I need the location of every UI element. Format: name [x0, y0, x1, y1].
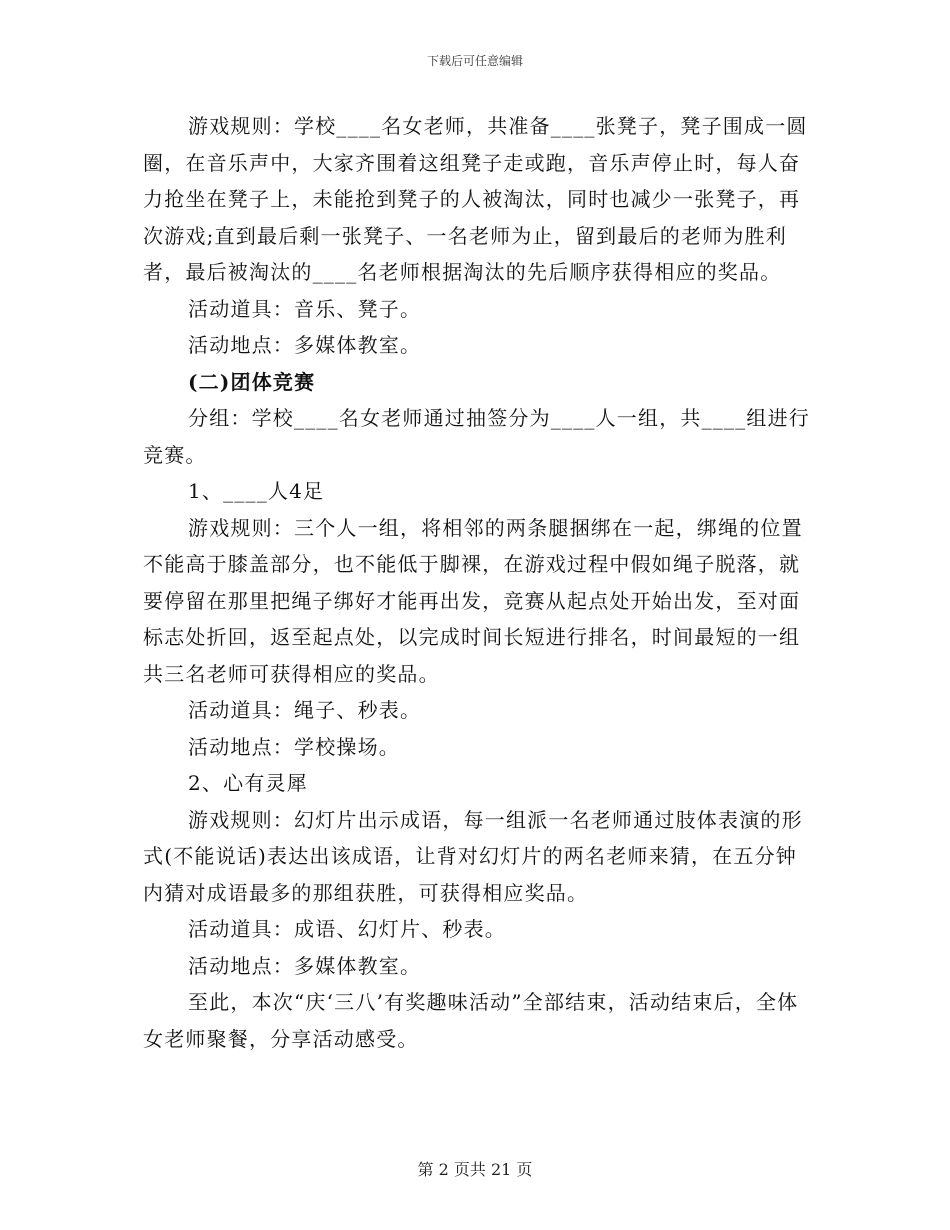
section-heading-team-competition: (二)团体竞赛	[188, 369, 316, 394]
paragraph-chair-game-props: 活动道具：音乐、凳子。	[188, 296, 422, 321]
paragraph-telepathy-location: 活动地点：多媒体教室。	[188, 953, 422, 978]
paragraph-telepathy-props: 活动道具：成语、幻灯片、秒表。	[188, 917, 506, 941]
paragraph-telepathy-rules: 游戏规则：幻灯片出示成语，每一组派一名老师通过肢体表演的形式(不能说话)表达出该成语，让背对幻灯片的两名老师来猜，在五分钟内猜对成语最多的那组获胜，可获得相应奖品。	[143, 807, 803, 905]
paragraph-legs-race-props: 活动道具：绳子、秒表。	[188, 698, 422, 722]
page-number-footer: 第 2 页共 21 页	[417, 1160, 533, 1179]
item-heading-legs-race: 1、____人4足	[188, 479, 325, 503]
paragraph-grouping: 分组：学校____名女老师通过抽签分为____人一组，共____组进行竞赛。	[143, 406, 810, 467]
paragraph-legs-race-location: 活动地点：学校操场。	[188, 734, 400, 759]
paragraph-legs-race-rules: 游戏规则：三个人一组，将相邻的两条腿捆绑在一起，绑绳的位置不能高于膝盖部分，也不能低于脚裸，在游戏过程中假如绳子脱落，就要停留在那里把绳子绑好才能再出发，竞赛从起点处开始出发，至对面标志处折回，返至起点处，以完成时间长短进行排名，时间最短的一组共三名老师可获得相应的奖品。	[143, 515, 803, 686]
paragraph-chair-game-rules: 游戏规则：学校____名女老师，共准备____张凳子，凳子围成一圆圈，在音乐声中，大家齐围着这组凳子走或跑，音乐声停止时，每人奋力抢坐在凳子上，未能抢到凳子的人被淘汰，同时也减少一张凳子，再次游戏;直到最后剩一张凳子、一名老师为止，留到最后的老师为胜利者，最后被淘汰的____名老师根据淘汰的先后顺序获得相应的奖品。	[143, 114, 808, 284]
document-body	[143, 108, 813, 1057]
paragraph-chair-game-location: 活动地点：多媒体教室。	[188, 333, 422, 357]
page-header: 下载后可任意编辑	[426, 54, 523, 68]
item-heading-telepathy: 2、心有灵犀	[188, 771, 308, 795]
paragraph-conclusion: 至此，本次“庆‘三八’有奖趣味活动”全部结束，活动结束后，全体女老师聚餐，分享活动感受。	[143, 990, 799, 1051]
